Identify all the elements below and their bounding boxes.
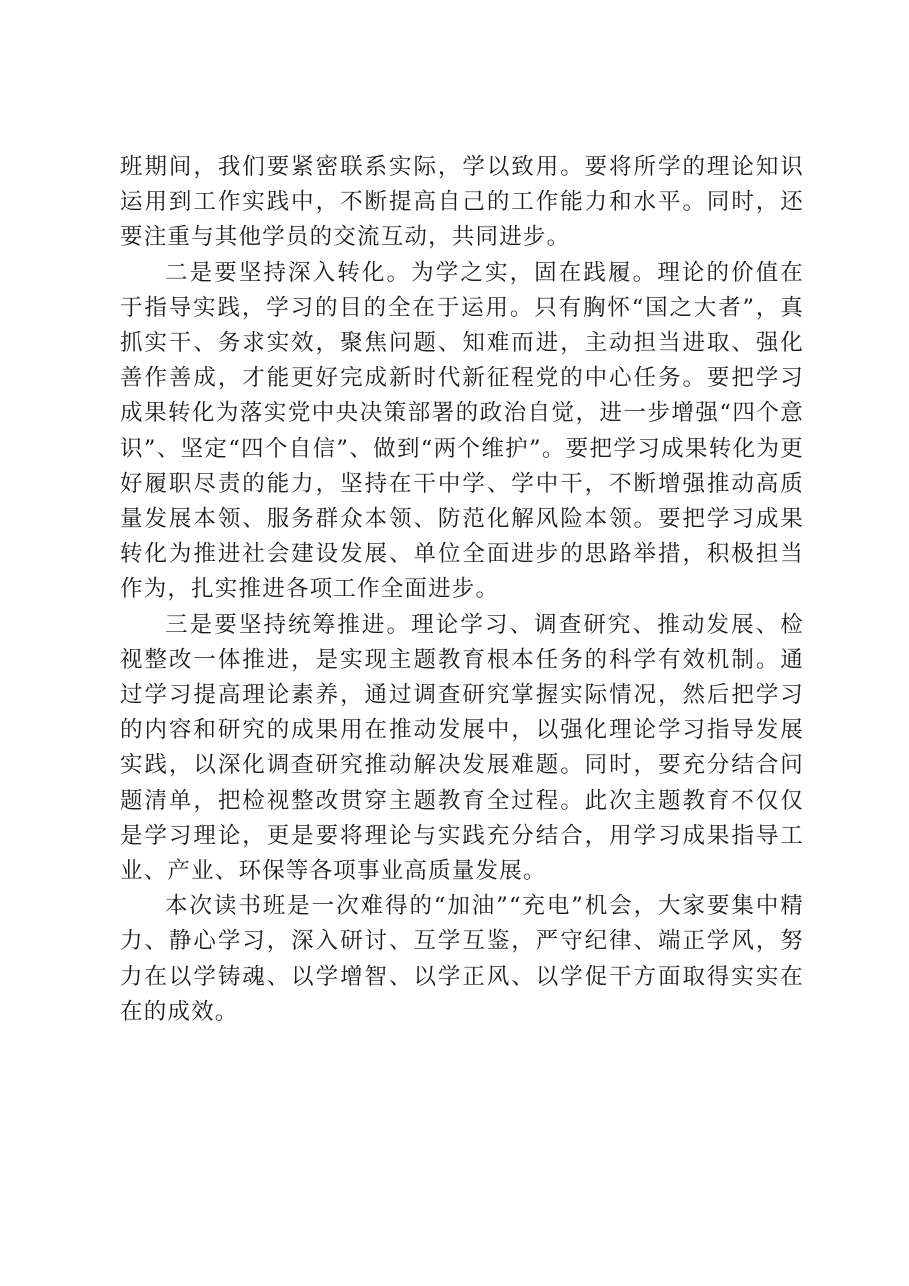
document-body <box>120 150 804 1030</box>
paragraph-reading-class: 本次读书班是一次难得的“加油”“充电”机会，大家要集中精力、静心学习，深入研讨、互学互鉴，严守纪律、端正学风，努力在以学铸魂、以学增智、以学正风、以学促干方面取得实实在在的成效。 <box>120 893 804 1025</box>
paragraph-continued: 班期间，我们要紧密联系实际，学以致用。要将所学的理论知识运用到工作实践中，不断提高自己的工作能力和水平。同时，还要注重与其他学员的交流互动，共同进步。 <box>120 154 804 251</box>
paragraph-deep-transformation: 二是要坚持深入转化。为学之实，固在践履。理论的价值在于指导实践，学习的目的全在于运用。只有胸怀“国之大者”，真抓实干、务求实效，聚焦问题、知难而进，主动担当进取、强化善作善成，才能更好完成新时代新征程党的中心任务。要把学习成果转化为落实党中央决策部署的政治自觉，进一步增强“四个意识”、坚定“四个自信”、做到“两个维护”。要把学习成果转化为更好履职尽责的能力，坚持在干中学、学中干，不断增强推动高质量发展本领、服务群众本领、防范化解风险本领。要把学习成果转化为推进社会建设发展、单位全面进步的思路举措，积极担当作为，扎实推进各项工作全面进步。 <box>120 259 804 603</box>
paragraph-coordinated-advance: 三是要坚持统筹推进。理论学习、调查研究、推动发展、检视整改一体推进，是实现主题教育根本任务的科学有效机制。通过学习提高理论素养，通过调查研究掌握实际情况，然后把学习的内容和研究的成果用在推动发展中，以强化理论学习指导发展实践，以深化调查研究推动解决发展难题。同时，要充分结合问题清单，把检视整改贯穿主题教育全过程。此次主题教育不仅仅是学习理论，更是要将理论与实践充分结合，用学习成果指导工业、产业、环保等各项事业高质量发展。 <box>120 611 804 885</box>
